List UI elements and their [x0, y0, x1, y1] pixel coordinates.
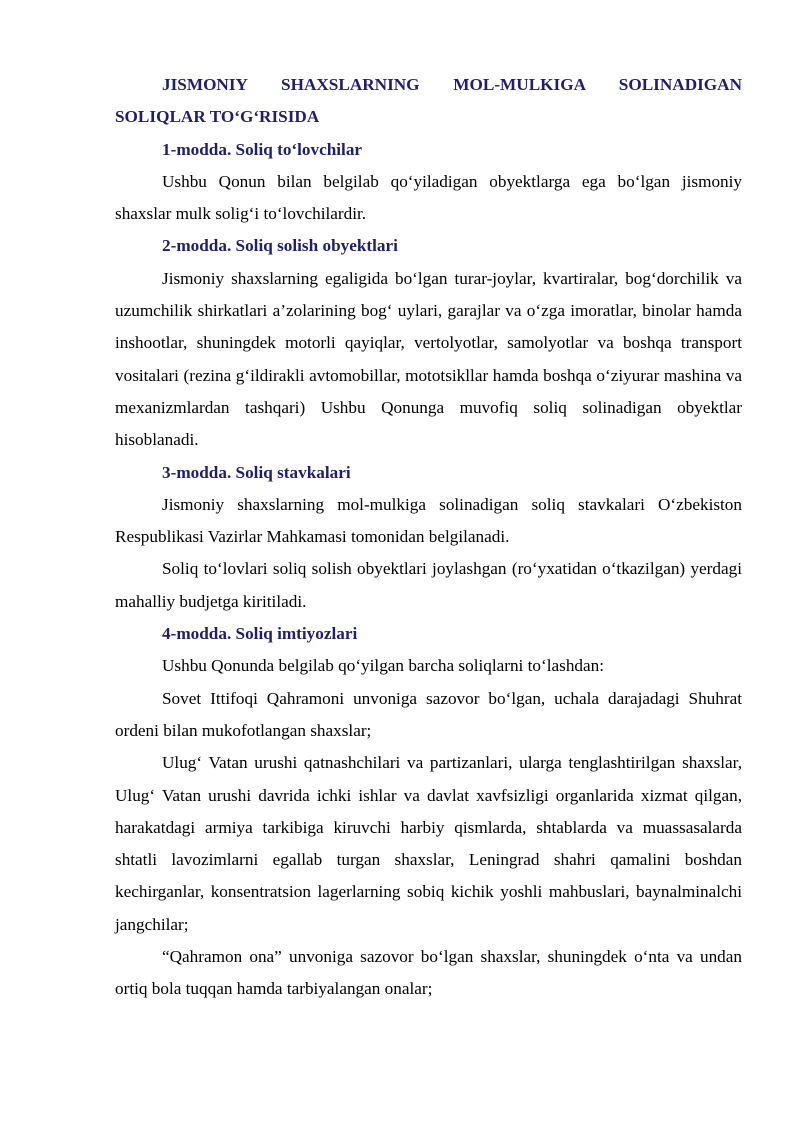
article-heading-2: 2-modda. Soliq solish obyektlari [162, 236, 398, 256]
document-page [115, 69, 742, 1006]
paragraph: “Qahramon ona” unvoniga sazovor bo‘lgan shaxslar, shuningdek o‘nta va undan ortiq bola tuqqan hamda tarbiyalangan onalar; [115, 947, 742, 999]
article-heading-1: 1-modda. Soliq to‘lovchilar [162, 139, 363, 159]
paragraph: Ushbu Qonunda belgilab qo‘yilgan barcha soliqlarni to‘lashdan: [162, 656, 604, 676]
paragraph: Soliq to‘lovlari soliq solish obyektlari joylashgan (ro‘yxatidan o‘tkazilgan) yerdagi mahalliy budjetga kiritiladi. [115, 559, 742, 611]
paragraph: Ushbu Qonun bilan belgilab qo‘yiladigan obyektlarga ega bo‘lgan jismoniy shaxslar mulk solig‘i to‘lovchilardir. [115, 171, 742, 224]
article-heading-4: 4-modda. Soliq imtiyozlari [162, 624, 358, 644]
article-heading-3: 3-modda. Soliq stavkalari [162, 462, 351, 482]
paragraph: Sovet Ittifoqi Qahramoni unvoniga sazovor bo‘lgan, uchala darajadagi Shuhrat ordeni bilan mukofotlangan shaxslar; [115, 688, 742, 740]
document-title: JISMONIY SHAXSLARNING MOL-MULKIGA SOLINADIGAN SOLIQLAR TO‘G‘RISIDA [115, 75, 742, 127]
paragraph: Jismoniy shaxslarning egaligida bo‘lgan turar-joylar, kvartiralar, bog‘dorchilik va uzumchilik shirkatlari a’zolarining bog‘ uylari, garajlar va o‘zga imoratlar, binolar hamda inshootlar, shuningdek motorli qayiqlar, vertolyotlar, samolyotlar va boshqa transport vositalari (rezina g‘ildirakli avtomobillar, mototsikllar hamda boshqa o‘ziyurar mashina va mexanizmlardan tashqari) Ushbu Qonunga muvofiq soliq solinadigan obyektlar hisoblanadi. [115, 268, 742, 450]
paragraph: Ulug‘ Vatan urushi qatnashchilari va partizanlari, ularga tenglashtirilgan shaxslar, Ulug‘ Vatan urushi davrida ichki ishlar va davlat xavfsizligi organlarida xizmat qilgan, harakatdagi armiya tarkibiga kiruvchi harbiy qismlarda, shtablarda va muassasalarda shtatli lavozimlarni egallab turgan shaxslar, Leningrad shahri qamalini boshdan kechirganlar, konsentratsion lagerlarning sobiq kichik yoshli mahbuslari, baynalminalchi jangchilar; [115, 753, 742, 934]
paragraph: Jismoniy shaxslarning mol-mulkiga solinadigan soliq stavkalari O‘zbekiston Respublikasi Vazirlar Mahkamasi tomonidan belgilanadi. [115, 494, 742, 547]
